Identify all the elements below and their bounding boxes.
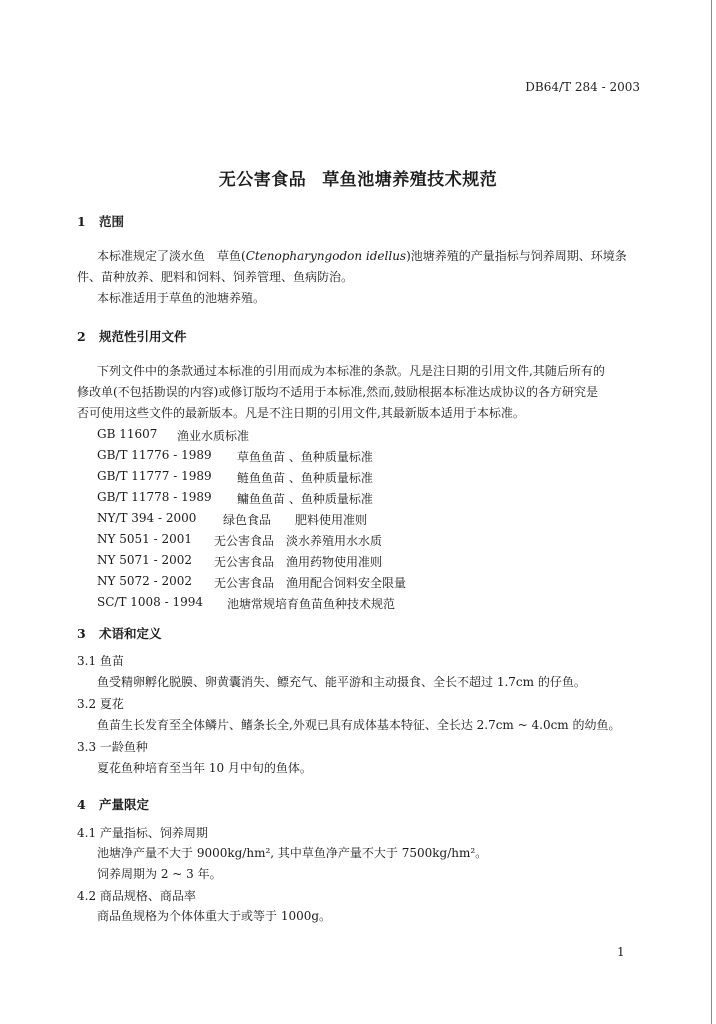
reference-title: 无公害食品 渔用药物使用准则 xyxy=(214,555,383,569)
reference-code: GB/T 11778 - 1989 xyxy=(97,490,212,504)
reference-code: GB/T 11776 - 1989 xyxy=(97,448,212,462)
subsection-4-1-line-1: 池塘净产量不大于 9000kg/hm², 其中草鱼净产量不大于 7500kg/hm²。 xyxy=(97,846,488,860)
reference-title: 无公害食品 淡水养殖用水水质 xyxy=(214,534,383,548)
page-title xyxy=(0,165,716,190)
section-2-paragraph-line-1: 下列文件中的条款通过本标准的引用而成为本标准的条款。凡是注日期的引用文件,其随后所有的 xyxy=(97,364,605,378)
term-3-3-definition: 夏花鱼种培育至当年 10 月中旬的鱼体。 xyxy=(97,761,312,775)
reference-title: 草鱼鱼苗 、鱼种质量标准 xyxy=(237,450,373,464)
reference-list xyxy=(97,427,497,627)
reference-item xyxy=(97,448,497,469)
term-3-1-heading: 3.1 鱼苗 xyxy=(77,654,124,668)
reference-item xyxy=(97,595,497,616)
reference-item xyxy=(97,490,497,511)
reference-item xyxy=(97,574,497,595)
page-number: 1 xyxy=(617,945,625,959)
section-4-heading xyxy=(77,795,149,813)
section-1-paragraph-1-line-1: 本标准规定了淡水鱼 草鱼(Ctenopharyngodon idellus)池塘养殖的产量指标与饲养周期、环境条 xyxy=(97,249,627,263)
section-1-heading xyxy=(77,212,124,230)
reference-title: 池塘常规培育鱼苗鱼种技术规范 xyxy=(227,597,396,611)
section-1-number: 1 xyxy=(77,214,86,229)
title-part-2: 草鱼池塘养殖技术规范 xyxy=(322,170,498,190)
reference-code: SC/T 1008 - 1994 xyxy=(97,595,204,609)
subsection-4-2-heading: 4.2 商品规格、商品率 xyxy=(77,889,196,903)
subsection-4-1-line-2: 饲养周期为 2 ~ 3 年。 xyxy=(97,867,222,881)
reference-title: 鳙鱼鱼苗 、鱼种质量标准 xyxy=(237,492,373,506)
section-2-title: 规范性引用文件 xyxy=(99,329,187,344)
reference-code: NY 5071 - 2002 xyxy=(97,553,192,567)
section-3-heading xyxy=(77,624,162,642)
subsection-4-1-heading: 4.1 产量指标、饲养周期 xyxy=(77,826,208,840)
reference-code: NY 5051 - 2001 xyxy=(97,532,192,546)
section-3-title: 术语和定义 xyxy=(99,626,162,641)
section-2-paragraph-line-3: 否可使用这些文件的最新版本。凡是不注日期的引用文件,其最新版本适用于本标准。 xyxy=(77,406,525,420)
reference-item xyxy=(97,469,497,490)
section-1-title: 范围 xyxy=(99,214,125,229)
section-1-paragraph-2: 本标准适用于草鱼的池塘养殖。 xyxy=(97,291,266,305)
reference-item xyxy=(97,532,497,553)
term-3-1-definition: 鱼受精卵孵化脱膜、卵黄囊消失、鳔充气、能平游和主动摄食、全长不超过 1.7cm 的仔鱼。 xyxy=(97,675,586,689)
section-3-number: 3 xyxy=(77,626,86,641)
title-part-1: 无公害食品 xyxy=(218,170,307,190)
document-code: DB64/T 284 - 2003 xyxy=(525,80,640,94)
scan-edge-line xyxy=(711,0,712,1024)
reference-code: GB/T 11777 - 1989 xyxy=(97,469,212,483)
term-3-3-heading: 3.3 一龄鱼种 xyxy=(77,740,148,754)
section-2-paragraph-line-2: 修改单(不包括勘误的内容)或修订版均不适用于本标准,然而,鼓励根据本标准达成协议的各方研究是 xyxy=(77,385,598,399)
section-2-heading xyxy=(77,327,187,345)
section-1-paragraph-1-line-2: 件、苗种放养、肥料和饲料、饲养管理、鱼病防治。 xyxy=(77,270,354,284)
reference-item xyxy=(97,553,497,574)
reference-title: 鲢鱼鱼苗 、鱼种质量标准 xyxy=(237,471,373,485)
reference-code: GB 11607 xyxy=(97,427,158,441)
section-4-title: 产量限定 xyxy=(99,797,150,812)
reference-title: 绿色食品 肥料使用准则 xyxy=(223,513,368,527)
reference-item xyxy=(97,511,497,532)
section-2-number: 2 xyxy=(77,329,86,344)
term-3-2-definition: 鱼苗生长发育至全体鳞片、鳍条长全,外观已具有成体基本特征、全长达 2.7cm ~ 4.0cm 的幼鱼。 xyxy=(97,718,621,732)
reference-code: NY 5072 - 2002 xyxy=(97,574,192,588)
latin-species-name: Ctenopharyngodon idellus xyxy=(245,249,407,263)
reference-title: 渔业水质标准 xyxy=(177,429,250,443)
reference-title: 无公害食品 渔用配合饲料安全限量 xyxy=(214,576,407,590)
reference-item xyxy=(97,427,497,448)
reference-code: NY/T 394 - 2000 xyxy=(97,511,197,525)
term-3-2-heading: 3.2 夏花 xyxy=(77,697,124,711)
subsection-4-2-line-1: 商品鱼规格为个体体重大于或等于 1000g。 xyxy=(97,909,332,923)
section-4-number: 4 xyxy=(77,797,86,812)
